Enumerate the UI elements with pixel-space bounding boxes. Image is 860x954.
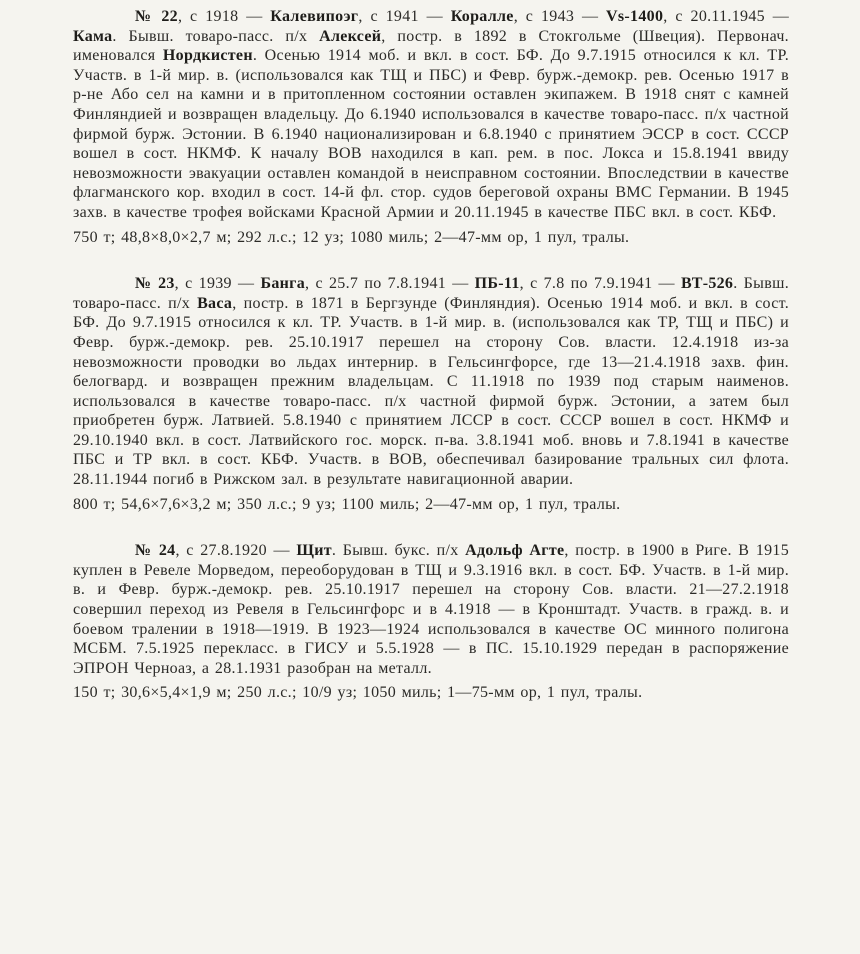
entry-body-paragraph — [73, 7, 789, 223]
text-run: , постр. в 1871 в Бергзунде (Финляндия). Осенью 1914 моб. и вкл. в сост. БФ. До 9.7.1915 относился к кл. ТР. Участв. в 1-й мир. в. (использовался как ТР, ТЩ и ПБС) и Февр. бурж.-демокр. рев. 25.10.1917 перешел на сторону Сов. власти. 12.4.1918 из-за невозможности проводки во льдах интернир. в Гельсингфорсе, где 13—21.4.1918 захв. фин. белогвард. и возвращен прежним владельцам. С 11.1918 по 1939 под старым наименов. использовался в качестве товаро-пасс. п/х частной фирмой бурж. Эстонии, а затем был приобретен бурж. Латвией. 5.8.1940 с принятием ЛССР в сост. СССР вошел в сост. НКМФ и 29.10.1940 вкл. в сост. Латвийского гос. морск. п-ва. 3.8.1941 моб. вновь и 7.8.1941 в качестве ПБС и ТР вкл. в сост. КБФ. Участв. в ВОВ, обеспечивал базирование тральных сил флота. 28.11.1944 погиб в Рижском зал. в результате навигационной аварии. — [73, 294, 789, 489]
entry-body-paragraph — [73, 274, 789, 490]
entry-number: № 22 — [135, 8, 178, 25]
text-run: , с 1918 — — [177, 8, 271, 25]
ship-name: Щит — [296, 542, 332, 560]
entry-specs-paragraph: 750 т; 48,8×8,0×2,7 м; 292 л.с.; 12 уз; 1080 миль; 2—47-мм ор, 1 пул, тралы. — [73, 228, 630, 246]
ship-entry-22 — [73, 7, 789, 247]
entry-specs-paragraph: 150 т; 30,6×5,4×1,9 м; 250 л.с.; 10/9 уз; 1050 миль; 1—75-мм ор, 1 пул, тралы. — [73, 684, 643, 702]
entry-specs-paragraph: 800 т; 54,6×7,6×3,2 м; 350 л.с.; 9 уз; 1100 миль; 2—47-мм ор, 1 пул, тралы. — [73, 495, 621, 513]
text-run: , постр. в 1892 в Стокгольме (Швеция). Первонач. именовался — [73, 27, 789, 65]
ship-name: Васа — [197, 294, 233, 312]
ship-name: Нордкистен — [162, 47, 253, 65]
ship-name: Адольф Агте — [465, 542, 565, 560]
ship-name: Алексей — [319, 27, 382, 45]
text-run: . Бывш. букс. п/х — [331, 542, 466, 560]
text-run: , с 1943 — — [513, 8, 607, 25]
text-run: , с 20.11.1945 — — [663, 8, 790, 25]
ship-name: Коралле — [450, 8, 514, 25]
text-run: , с 1941 — — [358, 8, 451, 25]
ship-name: Банга — [260, 275, 306, 293]
text-run: , с 7.8 по 7.9.1941 — — [519, 275, 681, 293]
text-run: . Бывш. товаро-пасс. п/х — [112, 27, 320, 45]
ship-entry-23 — [73, 274, 789, 514]
ship-name: Кама — [73, 27, 113, 45]
entry-number: № 24 — [135, 542, 176, 560]
ship-name: Vs-1400 — [606, 8, 664, 25]
text-run: , с 27.8.1920 — — [175, 542, 297, 560]
entry-number: № 23 — [135, 275, 175, 293]
text-run: . Бывш. товаро-пасс. п/х — [73, 275, 789, 312]
ship-name: ВТ-526 — [680, 275, 734, 293]
ship-name: Калевипоэг — [270, 8, 359, 25]
text-run: , с 25.7 по 7.8.1941 — — [305, 275, 475, 293]
text-run: , с 1939 — — [174, 275, 261, 293]
ship-entry-24 — [73, 541, 789, 703]
text-run: . Осенью 1914 моб. и вкл. в сост. БФ. До 9.7.1915 относился к кл. ТР. Участв. в 1-й мир. в. (использовался как ТЩ и ПБС) и Февр. бурж.-демокр. рев. Осенью 1917 в р-не Або сел на камни и в притопленном состоянии оставлен экипажем. В 1918 снят с камней Финляндией и возвращен владельцу. До 6.1940 использовался в качестве товаро-пасс. п/х частной фирмой бурж. Эстонии. В 6.1940 национализирован и 6.8.1940 с принятием ЭССР в сост. СССР вошел в сост. НКМФ. К началу ВОВ находился в кап. рем. в пос. Локса и 15.8.1941 ввиду невозможности эвакуации оставлен командой в неисправном состоянии. Впоследствии в качестве флагманского кор. входил в сост. 14-й фл. стор. судов береговой охраны ВМС Германии. В 1945 захв. в качестве трофея войсками Красной Армии и 20.11.1945 в качестве ПБС вкл. в сост. КБФ. — [73, 47, 789, 221]
ship-name: ПБ-11 — [474, 275, 520, 293]
entry-body-paragraph — [73, 541, 789, 678]
text-run: , постр. в 1900 в Риге. В 1915 куплен в Ревеле Морведом, переоборудован в ТЩ и 9.3.1916 вкл. в сост. БФ. Участв. в 1-й мир. в. и Февр. бурж.-демокр. рев. 25.10.1917 перешел на сторону Сов. власти. 21—27.2.1918 совершил переход из Ревеля в Гельсингфорс и в 4.1918 — в Кронштадт. Участв. в гражд. в. и боевом тралении в 1918—1919. В 1923—1924 использовался в качестве ОС минного полигона МСБМ. 7.5.1925 перекласс. в ГИСУ и 5.5.1928 — в ПС. 15.10.1929 передан в распоряжение ЭПРОН Черноаз, а 28.1.1931 разобран на металл. — [73, 542, 790, 677]
